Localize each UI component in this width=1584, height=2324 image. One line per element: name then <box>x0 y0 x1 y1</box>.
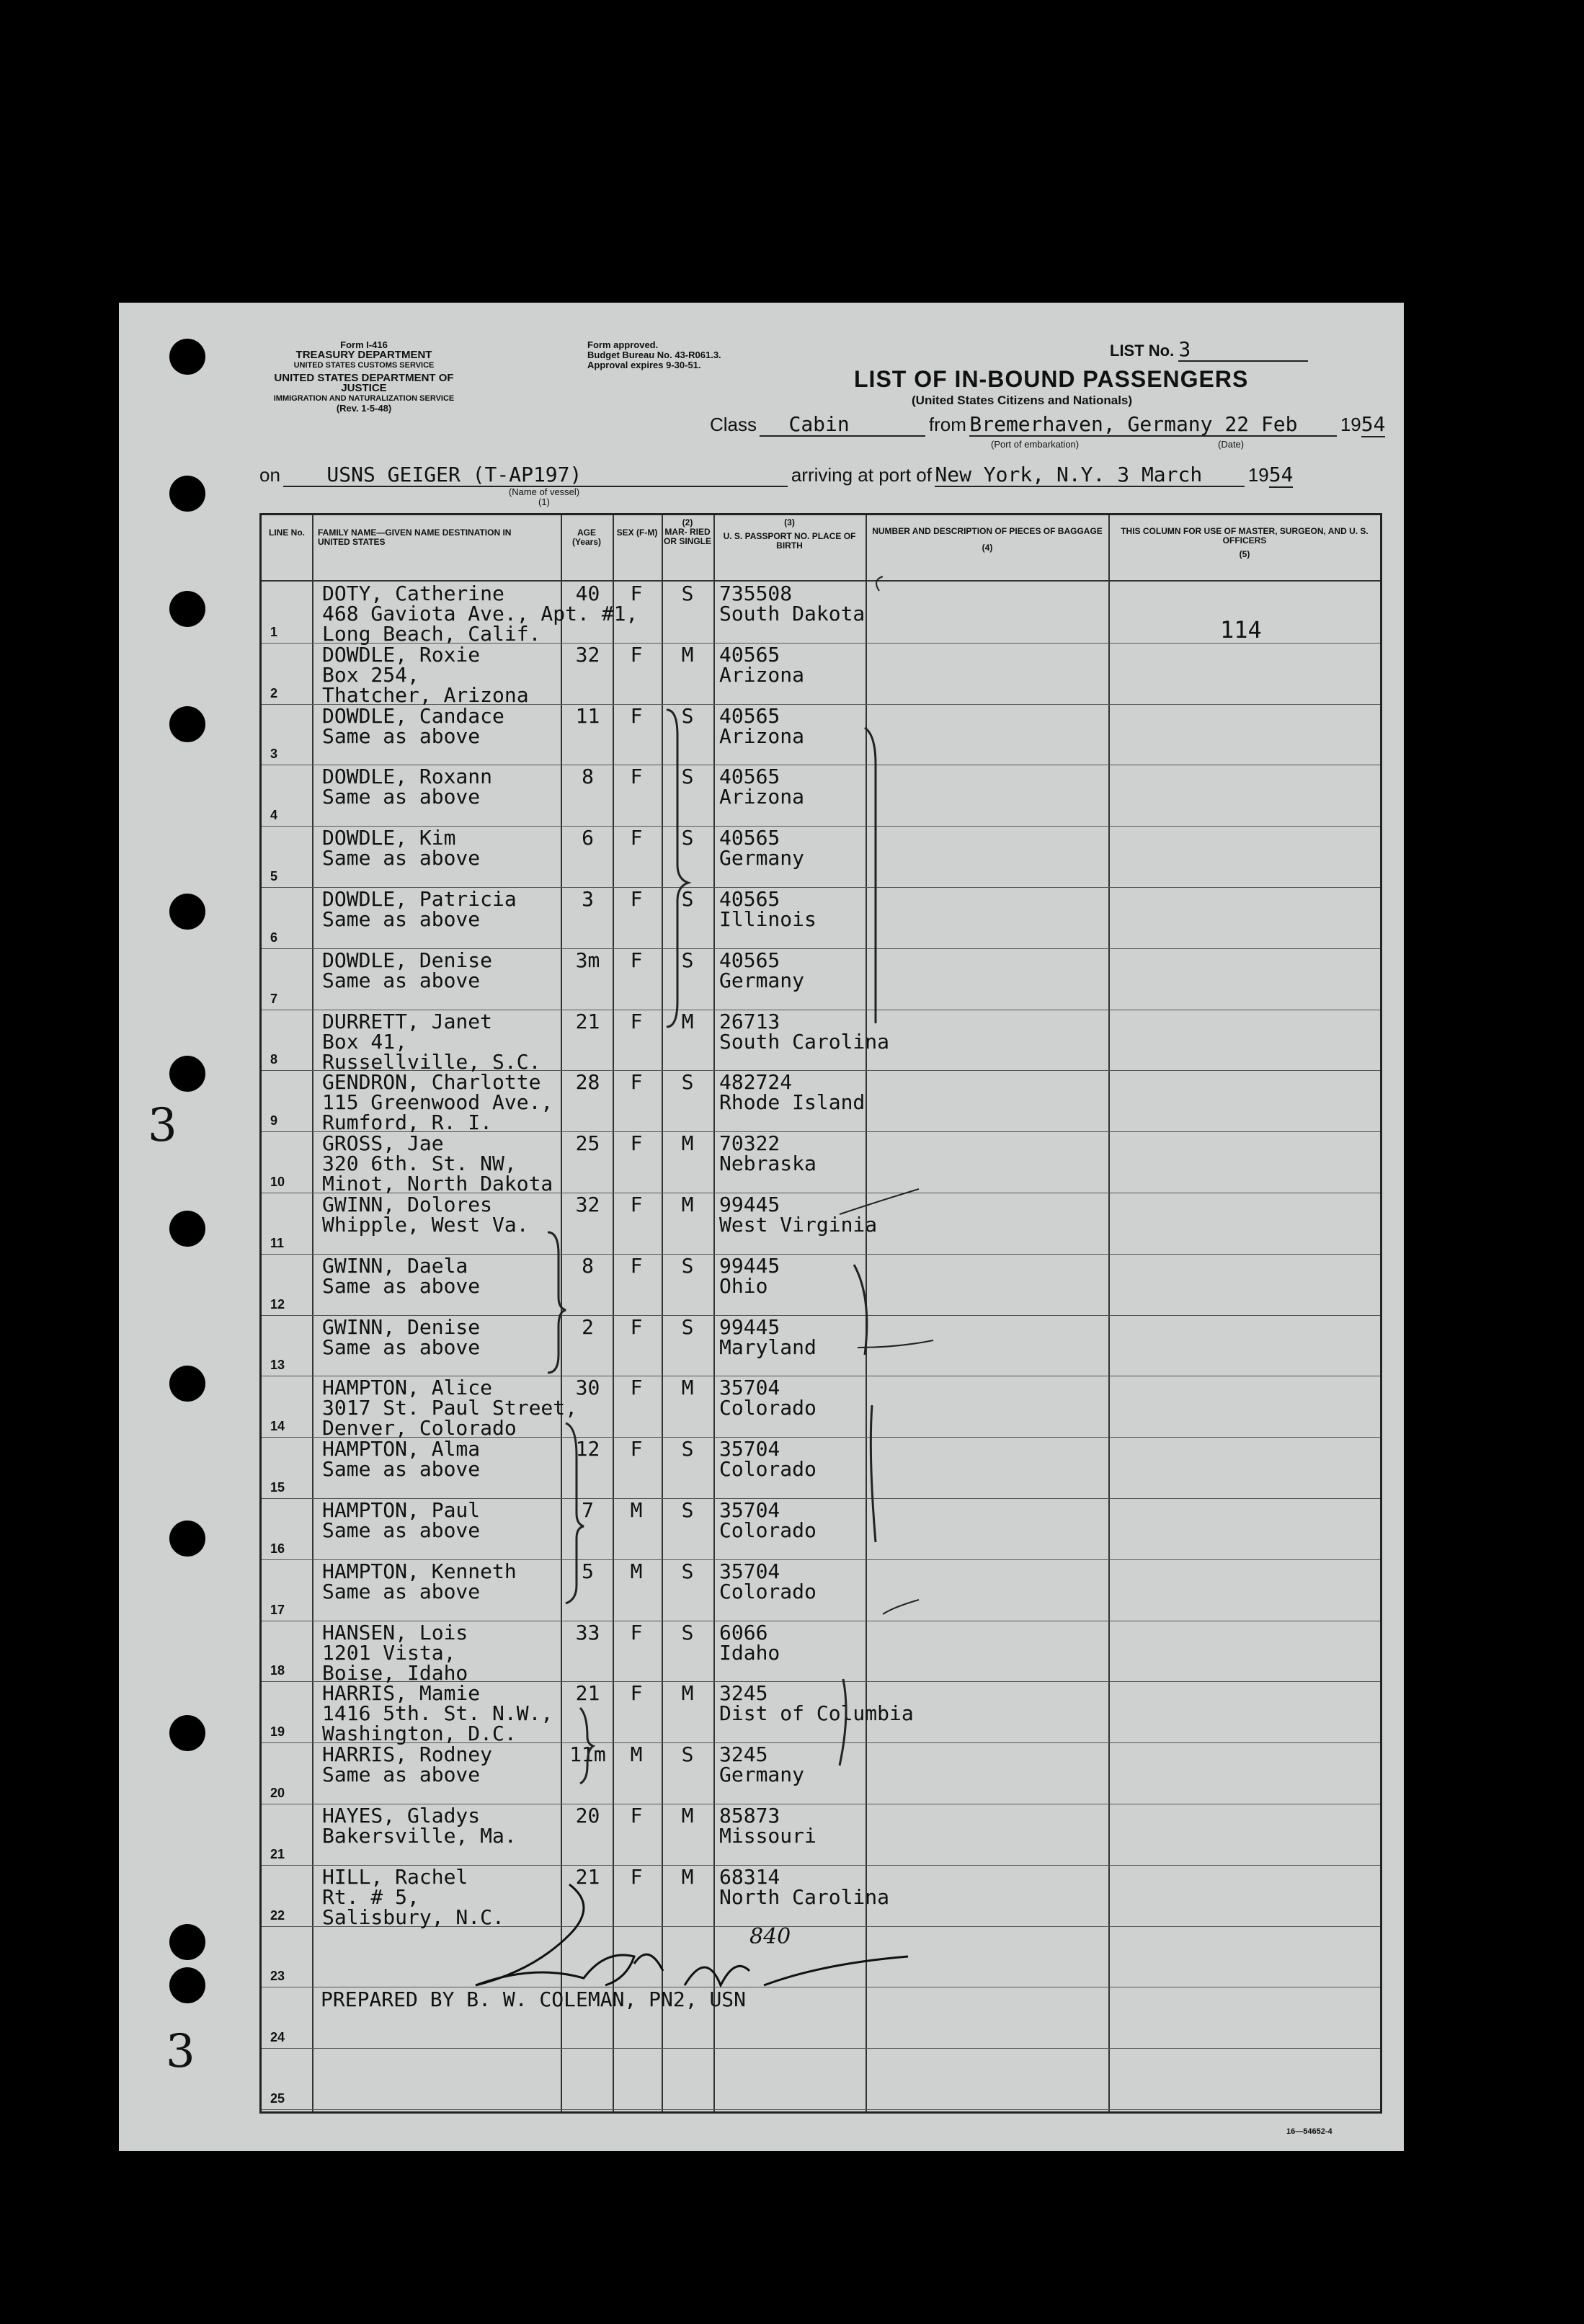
passenger-name: HAMPTON, Paul <box>322 1498 481 1522</box>
line-number: 2 <box>270 685 278 700</box>
place-of-birth: Germany <box>719 1763 805 1787</box>
place-of-birth: Missouri <box>719 1824 817 1848</box>
destination-line1: 1201 Vista, <box>322 1640 456 1665</box>
marital-status: S <box>681 703 694 728</box>
destination-line1: Same as above <box>322 1579 481 1603</box>
destination-line1: 468 Gaviota Ave., Apt. #1, <box>322 602 639 625</box>
family-brackets <box>119 303 1404 2151</box>
line-number: 23 <box>270 1969 285 1984</box>
destination-line2: Thatcher, Arizona <box>322 682 529 707</box>
sex: F <box>630 1253 643 1278</box>
margin-note: 3 <box>148 1099 177 1152</box>
ins-service: IMMIGRATION AND NATURALIZATION SERVICE <box>273 394 455 403</box>
place-of-birth: West Virginia <box>719 1213 878 1237</box>
place-of-birth: North Carolina <box>719 1884 890 1909</box>
age: 32 <box>575 1193 600 1216</box>
passport-number: 70322 <box>719 1131 780 1156</box>
destination-line2: Rumford, R. I. <box>322 1110 493 1135</box>
passport-number: 26713 <box>719 1009 780 1033</box>
sex: F <box>630 1009 643 1033</box>
marital-status: S <box>681 948 694 972</box>
sex: F <box>630 1131 643 1156</box>
passport-number: 3245 <box>719 1742 768 1767</box>
header-sex: SEX (F-M) <box>616 527 658 538</box>
line-number: 6 <box>270 930 278 945</box>
marital-status: M <box>681 1131 694 1156</box>
destination-line1: Same as above <box>322 724 481 748</box>
header-married-single: (2) MAR- RIED OR SINGLE <box>663 517 711 546</box>
header-passport-birth: (3) U. S. PASSPORT NO. PLACE OF BIRTH <box>723 517 856 551</box>
place-of-birth: Rhode Island <box>719 1090 866 1115</box>
marital-status: S <box>681 1620 694 1644</box>
budget-bureau: Budget Bureau No. 43-R061.3. <box>587 350 721 360</box>
destination-line2: Long Beach, Calif. <box>322 622 541 646</box>
line-number: 7 <box>270 991 278 1006</box>
line-number: 12 <box>270 1296 285 1312</box>
line-number: 14 <box>270 1419 285 1434</box>
passport-number: 68314 <box>719 1864 780 1889</box>
line-number: 18 <box>270 1663 285 1678</box>
destination-line2: Denver, Colorado <box>322 1416 517 1441</box>
marital-status: S <box>681 582 694 605</box>
passport-number: 6066 <box>719 1620 768 1644</box>
passenger-name: HAMPTON, Alice <box>322 1376 493 1400</box>
destination-line1: 320 6th. St. NW, <box>322 1152 517 1176</box>
passenger-name: DOWDLE, Kim <box>322 826 456 850</box>
place-of-birth: Arizona <box>719 785 805 809</box>
destination-line1: Whipple, West Va. <box>322 1213 529 1237</box>
officer-note: 114 <box>1220 616 1262 644</box>
arriving-label: arriving at port of <box>791 464 932 486</box>
passport-number: 35704 <box>719 1437 780 1461</box>
line-number: 1 <box>270 624 278 639</box>
place-of-birth: South Dakota <box>719 602 866 625</box>
sex: F <box>630 703 643 728</box>
prepared-by: PREPARED BY B. W. COLEMAN, PN2, USN <box>321 1987 747 2011</box>
justice-department: UNITED STATES DEPARTMENT OF JUSTICE <box>274 372 454 394</box>
destination-line2: Minot, North Dakota <box>322 1172 553 1196</box>
passport-number: 35704 <box>719 1498 780 1522</box>
line-number: 21 <box>270 1846 285 1861</box>
line-number: 20 <box>270 1785 285 1800</box>
passenger-name: DOWDLE, Candace <box>322 703 504 728</box>
place-of-birth: South Carolina <box>719 1029 890 1054</box>
marital-status: M <box>681 1376 694 1400</box>
passport-number: 85873 <box>719 1804 780 1827</box>
manifest-page <box>119 303 1404 2151</box>
marital-status: M <box>681 1864 694 1889</box>
passport-number: 35704 <box>719 1559 780 1583</box>
form-footer-code: 16—54652-4 <box>1286 2127 1332 2136</box>
age: 30 <box>575 1376 600 1400</box>
marital-status: S <box>681 1559 694 1583</box>
header-officer-use: THIS COLUMN FOR USE OF MASTER, SURGEON, AND U. S. OFFICERS (5) <box>1121 526 1369 559</box>
form-number: Form I-416 <box>340 339 388 350</box>
header-baggage: NUMBER AND DESCRIPTION OF PIECES OF BAGGAGE (4) <box>872 526 1103 553</box>
marital-status: M <box>681 1804 694 1827</box>
sex: F <box>630 887 643 911</box>
age: 11m <box>569 1742 606 1767</box>
place-of-birth: Illinois <box>719 907 817 931</box>
age: 8 <box>582 765 594 789</box>
line-number: 16 <box>270 1541 285 1556</box>
passport-number: 40565 <box>719 642 780 667</box>
header-name-destination: FAMILY NAME—GIVEN NAME DESTINATION IN UNITED STATES <box>318 527 512 547</box>
age: 28 <box>575 1070 600 1095</box>
destination-line1: 1416 5th. St. N.W., <box>322 1701 553 1726</box>
passport-number: 40565 <box>719 887 780 911</box>
passenger-name: HAYES, Gladys <box>322 1804 481 1827</box>
destination-line2: Russellville, S.C. <box>322 1049 541 1074</box>
destination-line1: Same as above <box>322 1763 481 1787</box>
passport-number: 35704 <box>719 1376 780 1400</box>
place-of-birth: Colorado <box>719 1457 817 1482</box>
destination-line1: Same as above <box>322 846 481 871</box>
age: 3 <box>582 887 594 911</box>
passenger-name: GWINN, Dolores <box>322 1193 493 1216</box>
age: 33 <box>575 1620 600 1644</box>
sex: F <box>630 1864 643 1889</box>
destination-line1: 3017 St. Paul Street, <box>322 1396 578 1420</box>
place-of-birth: Maryland <box>719 1335 817 1359</box>
revision-date: (Rev. 1-5-48) <box>336 403 392 414</box>
destination-line1: Same as above <box>322 1518 481 1542</box>
passenger-name: HANSEN, Lois <box>322 1620 468 1644</box>
treasury-department: TREASURY DEPARTMENT <box>295 349 432 361</box>
passenger-name: DOWDLE, Denise <box>322 948 493 972</box>
arrival-port: New York, N.Y. 3 March <box>935 464 1245 487</box>
passenger-name: DOWDLE, Roxann <box>322 765 493 789</box>
passport-number: 735508 <box>719 582 793 605</box>
place-of-birth: Colorado <box>719 1396 817 1420</box>
passport-number: 40565 <box>719 948 780 972</box>
passport-number: 99445 <box>719 1193 780 1216</box>
line-number: 9 <box>270 1113 278 1128</box>
customs-service: UNITED STATES CUSTOMS SERVICE <box>293 361 435 370</box>
class-label: Class <box>710 414 757 435</box>
line-number: 15 <box>270 1479 285 1495</box>
place-of-birth: Germany <box>719 846 805 871</box>
passport-number: 482724 <box>719 1070 793 1095</box>
age: 12 <box>575 1437 600 1461</box>
place-of-birth: Ohio <box>719 1273 768 1298</box>
age: 8 <box>582 1253 594 1278</box>
sex: F <box>630 765 643 789</box>
age: 21 <box>575 1681 600 1706</box>
destination-line1: Same as above <box>322 907 481 931</box>
approval-expires: Approval expires 9-30-51. <box>587 360 701 370</box>
destination-line1: Same as above <box>322 1457 481 1482</box>
header-line-no: LINE No. <box>269 527 305 538</box>
passenger-name: DOTY, Catherine <box>322 582 504 605</box>
passport-number: 40565 <box>719 703 780 728</box>
passport-number: 40565 <box>719 765 780 789</box>
sex: F <box>630 1193 643 1216</box>
marital-status: M <box>681 642 694 667</box>
line-number: 24 <box>270 2030 285 2045</box>
passport-number: 99445 <box>719 1314 780 1339</box>
page-subtitle: (United States Citizens and Nationals) <box>912 393 1133 407</box>
year-prefix: 19 <box>1247 464 1269 486</box>
passport-number: 40565 <box>719 826 780 850</box>
line-number: 5 <box>270 868 278 883</box>
sex: M <box>630 1498 643 1522</box>
signature-annotation: 840 <box>749 1924 791 1949</box>
passenger-name: GWINN, Daela <box>322 1253 468 1278</box>
line-number: 11 <box>270 1235 285 1250</box>
age: 11 <box>575 703 600 728</box>
sex: F <box>630 1681 643 1706</box>
passenger-name: HAMPTON, Alma <box>322 1437 481 1461</box>
on-label: on <box>259 464 280 486</box>
passenger-name: DOWDLE, Roxie <box>322 642 481 667</box>
sex: F <box>630 1314 643 1339</box>
passenger-name: DOWDLE, Patricia <box>322 887 517 911</box>
place-of-birth: Arizona <box>719 662 805 687</box>
destination-line1: Box 254, <box>322 662 419 687</box>
line-number: 10 <box>270 1174 285 1189</box>
destination-line2: Boise, Idaho <box>322 1660 468 1685</box>
sex: M <box>630 1559 643 1583</box>
line-number: 8 <box>270 1052 278 1067</box>
passenger-name: GENDRON, Charlotte <box>322 1070 541 1095</box>
marital-status: S <box>681 1437 694 1461</box>
page-title: LIST OF IN-BOUND PASSENGERS <box>854 366 1249 392</box>
embarkation-year: 54 <box>1361 412 1386 436</box>
destination-line1: Rt. # 5, <box>322 1884 419 1909</box>
header-age: AGE (Years) <box>571 527 602 547</box>
destination-line1: Same as above <box>322 785 481 809</box>
sex: F <box>630 642 643 667</box>
line-number: 17 <box>270 1602 285 1617</box>
age: 40 <box>575 582 600 605</box>
destination-line1: 115 Greenwood Ave., <box>322 1090 553 1115</box>
age: 3m <box>575 948 600 972</box>
marital-status: M <box>681 1193 694 1216</box>
line-number: 19 <box>270 1724 285 1740</box>
passenger-name: HARRIS, Rodney <box>322 1742 493 1767</box>
marital-status: M <box>681 1681 694 1706</box>
place-of-birth: Idaho <box>719 1640 780 1665</box>
port-caption: (Port of embarkation) <box>991 439 1080 450</box>
passenger-name: HILL, Rachel <box>322 1864 468 1889</box>
destination-line1: Bakersville, Ma. <box>322 1824 517 1848</box>
passenger-name: DURRETT, Janet <box>322 1009 493 1033</box>
place-of-birth: Colorado <box>719 1579 817 1603</box>
destination-line2: Salisbury, N.C. <box>322 1905 504 1929</box>
handwritten-signature <box>447 1877 951 2000</box>
list-number: 3 <box>1178 339 1308 362</box>
destination-line2: Washington, D.C. <box>322 1722 517 1746</box>
age: 6 <box>582 826 594 850</box>
destination-line1: Same as above <box>322 1335 481 1359</box>
list-label: LIST No. <box>1110 342 1175 360</box>
age: 21 <box>575 1009 600 1033</box>
sex: F <box>630 1070 643 1095</box>
marital-status: S <box>681 887 694 911</box>
age: 7 <box>582 1498 594 1522</box>
age: 2 <box>582 1314 594 1339</box>
form-approved: Form approved. <box>587 339 659 350</box>
date-caption: (Date) <box>1218 439 1245 450</box>
sex: F <box>630 826 643 850</box>
marital-status: S <box>681 1314 694 1339</box>
class-value: Cabin <box>760 414 925 437</box>
sex: M <box>630 1742 643 1767</box>
sex: F <box>630 582 643 605</box>
age: 32 <box>575 642 600 667</box>
sex: F <box>630 948 643 972</box>
marital-status: M <box>681 1009 694 1033</box>
sex: F <box>630 1620 643 1644</box>
sex: F <box>630 1804 643 1827</box>
line-number: 22 <box>270 1907 285 1923</box>
passenger-name: HARRIS, Mamie <box>322 1681 481 1706</box>
place-of-birth: Dist of Columbia <box>719 1701 914 1726</box>
place-of-birth: Germany <box>719 968 805 992</box>
arrival-year: 54 <box>1268 463 1294 486</box>
place-of-birth: Colorado <box>719 1518 817 1542</box>
age: 21 <box>575 1864 600 1889</box>
destination-line1: Box 41, <box>322 1029 408 1054</box>
passenger-name: GROSS, Jae <box>322 1131 444 1156</box>
sex: F <box>630 1437 643 1461</box>
age: 5 <box>582 1559 594 1583</box>
marital-status: S <box>681 1070 694 1095</box>
passenger-name: GWINN, Denise <box>322 1314 481 1339</box>
passenger-name: HAMPTON, Kenneth <box>322 1559 517 1583</box>
place-of-birth: Arizona <box>719 724 805 748</box>
line-number: 25 <box>270 2091 285 2106</box>
margin-note: 3 <box>166 2025 195 2078</box>
vessel-name: USNS GEIGER (T-AP197) <box>283 464 788 487</box>
vessel-caption: (Name of vessel) (1) <box>508 486 580 507</box>
marital-status: S <box>681 1742 694 1767</box>
passport-number: 99445 <box>719 1253 780 1278</box>
line-number: 3 <box>270 747 278 762</box>
from-label: from <box>928 414 966 435</box>
marital-status: S <box>681 1498 694 1522</box>
embarkation-value: Bremerhaven, Germany 22 Feb <box>969 414 1337 437</box>
year-prefix: 19 <box>1340 414 1361 435</box>
marital-status: S <box>681 765 694 789</box>
destination-line1: Same as above <box>322 1273 481 1298</box>
destination-line1: Same as above <box>322 968 481 992</box>
place-of-birth: Nebraska <box>719 1152 817 1176</box>
age: 25 <box>575 1131 600 1156</box>
line-number: 4 <box>270 808 278 823</box>
marital-status: S <box>681 1253 694 1278</box>
age: 20 <box>575 1804 600 1827</box>
marital-status: S <box>681 826 694 850</box>
line-number: 13 <box>270 1358 285 1373</box>
passport-number: 3245 <box>719 1681 768 1706</box>
sex: F <box>630 1376 643 1400</box>
